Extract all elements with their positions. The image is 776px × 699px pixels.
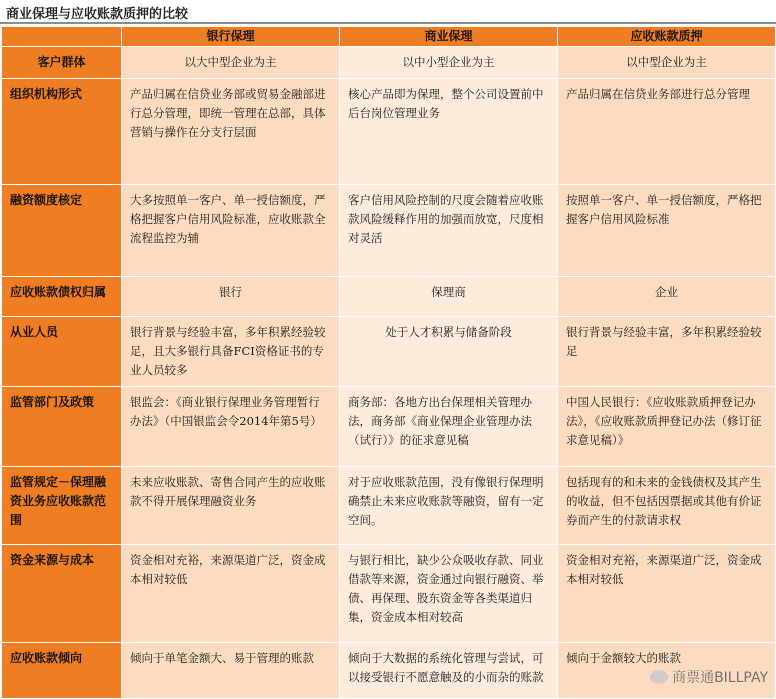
cell-commercial: 以中小型企业为主 — [340, 47, 558, 79]
cell-bank: 资金相对充裕，来源渠道广泛，资金成本相对较低 — [122, 545, 340, 643]
cell-bank: 倾向于单笔金额大、易于管理的账款 — [122, 643, 340, 699]
header-corner — [2, 27, 122, 47]
cell-commercial: 核心产品即为保理，整个公司设置前中后台岗位管理业务 — [340, 79, 558, 185]
comparison-table — [1, 26, 776, 699]
cell-pledge: 包括现有的和未来的金钱债权及其产生的收益，但不包括因票据或其他有价证券而产生的付款请求权 — [558, 467, 776, 545]
cell-commercial: 处于人才积累与储备阶段 — [340, 317, 558, 387]
row-label: 监管部门及政策 — [2, 387, 122, 467]
row-label: 客户群体 — [2, 47, 122, 79]
row-label: 组织机构形式 — [2, 79, 122, 185]
cell-commercial: 客户信用风险控制的尺度会随着应收账款风险缓释作用的加强而放宽，尺度相对灵活 — [340, 185, 558, 277]
cell-bank: 银行背景与经验丰富，多年积累经验较足，且大多银行具备FCI资格证书的专业人员较多 — [122, 317, 340, 387]
table-row — [2, 47, 776, 79]
cell-pledge: 银行背景与经验丰富，多年积累经验较足 — [558, 317, 776, 387]
cell-pledge: 资金相对充裕，来源渠道广泛，资金成本相对较低 — [558, 545, 776, 643]
cell-bank: 未来应收账款、寄售合同产生的应收账款不得开展保理融资业务 — [122, 467, 340, 545]
title-divider — [0, 22, 776, 24]
cell-bank: 银监会：《商业银行保理业务管理暂行办法》（中国银监会令2014年第5号） — [122, 387, 340, 467]
cell-pledge: 中国人民银行：《应收账款质押登记办法》，《应收账款质押登记办法（修订征求意见稿）》 — [558, 387, 776, 467]
row-label: 从业人员 — [2, 317, 122, 387]
header-commercial-factoring: 商业保理 — [340, 27, 558, 47]
table-row — [2, 387, 776, 467]
header-bank-factoring: 银行保理 — [122, 27, 340, 47]
cell-pledge: 倾向于金额较大的账款 — [558, 643, 776, 699]
table-row — [2, 545, 776, 643]
row-label: 监管规定－保理融资业务应收账款范围 — [2, 467, 122, 545]
cell-bank: 以大中型企业为主 — [122, 47, 340, 79]
cell-pledge: 以中型企业为主 — [558, 47, 776, 79]
document-title: 商业保理与应收账款质押的比较 — [6, 7, 189, 22]
row-label: 应收账款债权归属 — [2, 277, 122, 317]
cell-bank: 大多按照单一客户、单一授信额度，严格把握客户信用风险标准，应收账款全流程监控为辅 — [122, 185, 340, 277]
watermark-text: 商票通BILLPAY — [672, 670, 768, 686]
cell-commercial: 保理商 — [340, 277, 558, 317]
header-receivables-pledge: 应收账款质押 — [558, 27, 776, 47]
weibo-icon — [650, 670, 668, 684]
cell-pledge: 按照单一客户、单一授信额度，严格把握客户信用风险标准 — [558, 185, 776, 277]
cell-pledge: 产品归属在信贷业务部进行总分管理 — [558, 79, 776, 185]
table-row — [2, 185, 776, 277]
row-label: 融资额度核定 — [2, 185, 122, 277]
cell-bank: 银行 — [122, 277, 340, 317]
cell-commercial: 对于应收账款范围，没有像银行保理明确禁止未来应收账款等融资，留有一定空间。 — [340, 467, 558, 545]
table-header-row — [2, 27, 776, 47]
row-label: 应收账款倾向 — [2, 643, 122, 699]
cell-pledge: 企业 — [558, 277, 776, 317]
table-row — [2, 317, 776, 387]
table-row — [2, 79, 776, 185]
cell-commercial: 倾向于大数据的系统化管理与尝试，可以接受银行不愿意触及的小而杂的账款 — [340, 643, 558, 699]
cell-bank: 产品归属在信贷业务部或贸易金融部进行总分管理，即统一管理在总部，具体营销与操作在分支行层面 — [122, 79, 340, 185]
table-row — [2, 277, 776, 317]
cell-commercial: 与银行相比，缺少公众吸收存款、同业借款等来源，资金通过向银行融资、举债、再保理、股东资金等各类渠道归集，资金成本相对较高 — [340, 545, 558, 643]
row-label: 资金来源与成本 — [2, 545, 122, 643]
table-row — [2, 467, 776, 545]
watermark — [650, 667, 768, 687]
cell-commercial: 商务部：各地方出台保理相关管理办法，商务部《商业保理企业管理办法（试行）》的征求意见稿 — [340, 387, 558, 467]
